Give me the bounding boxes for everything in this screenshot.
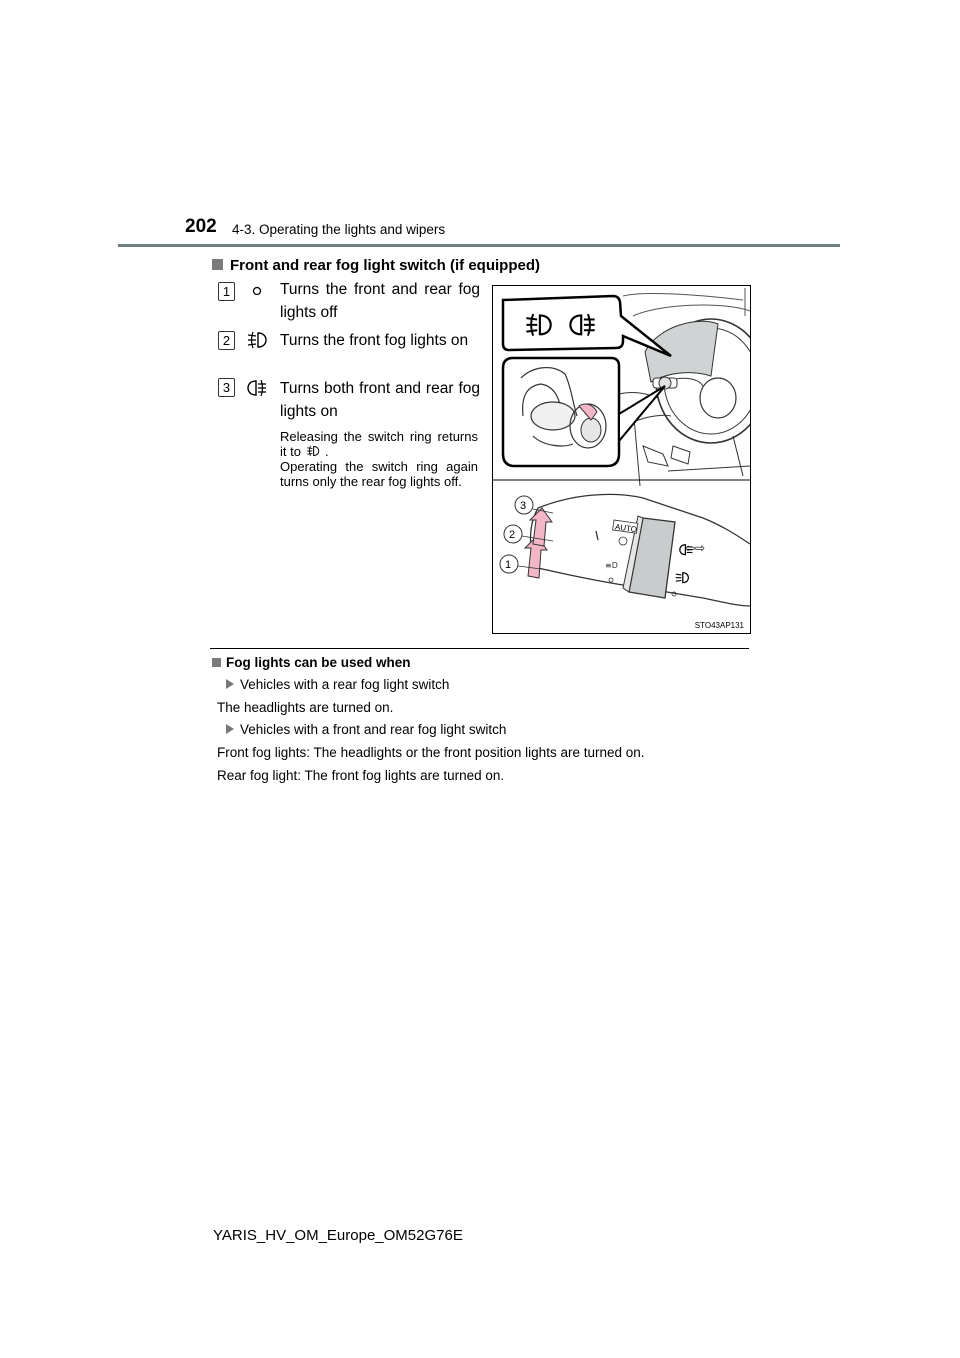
triangle-bullet-icon bbox=[226, 679, 234, 689]
section-title: 4-3. Operating the lights and wipers bbox=[232, 222, 446, 237]
square-bullet-icon bbox=[212, 658, 221, 667]
callout-label-2: 2 bbox=[509, 529, 516, 541]
front-fog-light-icon bbox=[244, 329, 270, 351]
note-paragraph bbox=[280, 429, 478, 489]
fog-light-switch-illustration bbox=[492, 285, 751, 634]
info-paragraph-3: Rear fog light: The front fog lights are turned on. bbox=[217, 768, 505, 783]
callout-label-3: 3 bbox=[520, 500, 527, 512]
info-heading bbox=[212, 655, 411, 670]
bullet-front-rear-fog-switch bbox=[226, 722, 506, 737]
item-number-3: 3 bbox=[218, 378, 235, 397]
info-heading-text: Fog lights can be used when bbox=[226, 655, 411, 670]
note-text-before-icon: Releasing the switch ring returns it to bbox=[280, 429, 478, 459]
note-text-second: Operating the switch ring again turns only the rear fog lights off. bbox=[280, 459, 478, 489]
header-divider bbox=[118, 244, 840, 247]
note-text-after-icon: . bbox=[324, 444, 329, 459]
square-bullet-icon bbox=[212, 259, 223, 270]
svg-text:⇦⇨: ⇦⇨ bbox=[685, 541, 706, 555]
rear-fog-light-icon bbox=[244, 377, 270, 399]
instrument-cluster-shape bbox=[645, 321, 718, 382]
callout-label-1: 1 bbox=[505, 559, 512, 571]
item-text-3: Turns both front and rear fog lights on bbox=[280, 380, 480, 420]
bullet-text-2: Vehicles with a front and rear fog light switch bbox=[240, 722, 507, 737]
bullet-text-1: Vehicles with a rear fog light switch bbox=[240, 677, 450, 692]
auto-label: AUTO bbox=[614, 522, 638, 535]
item-number-1: 1 bbox=[218, 282, 235, 301]
illustration-drawing bbox=[493, 286, 750, 633]
front-fog-light-icon bbox=[304, 444, 322, 458]
figure-code: STO43AP131 bbox=[694, 621, 744, 630]
subsection-title: Front and rear fog light switch (if equipped) bbox=[230, 257, 540, 274]
fog-icon-callout bbox=[503, 296, 671, 356]
item-text-1: Turns the front and rear fog lights off bbox=[280, 281, 480, 321]
svg-text:≡D: ≡D bbox=[605, 561, 618, 570]
triangle-bullet-icon bbox=[226, 724, 234, 734]
section-divider bbox=[210, 648, 749, 649]
page-number: 202 bbox=[185, 216, 217, 237]
info-paragraph-1: The headlights are turned on. bbox=[217, 700, 394, 715]
info-paragraph-2: Front fog lights: The headlights or the front position lights are turned on. bbox=[217, 745, 645, 760]
subsection-heading bbox=[212, 257, 540, 274]
off-circle-icon bbox=[244, 280, 270, 302]
front-fog-light-icon bbox=[676, 573, 689, 583]
bullet-rear-fog-switch bbox=[226, 677, 449, 692]
item-number-2: 2 bbox=[218, 331, 235, 350]
footer-doc-id: YARIS_HV_OM_Europe_OM52G76E bbox=[213, 1227, 463, 1244]
item-text-2: Turns the front fog lights on bbox=[280, 332, 469, 349]
